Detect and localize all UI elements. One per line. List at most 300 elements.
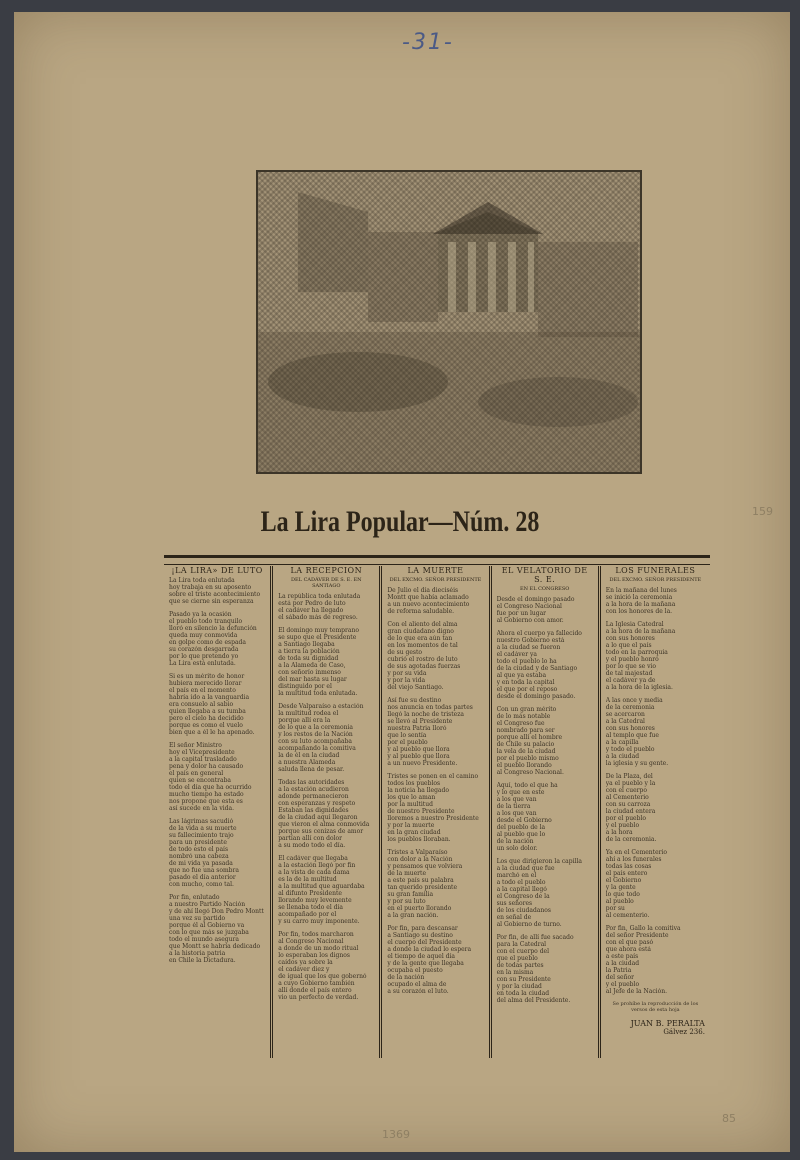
poem-line: y su carro muy imponente. <box>278 918 360 925</box>
poem-stanza <box>169 673 265 736</box>
poem-line: desde el domingo pasado. <box>496 693 576 700</box>
poem-line: así sucede en la vida. <box>169 805 234 812</box>
poem-stanza <box>278 779 374 849</box>
poem-line: nombró una cabeza <box>169 853 229 860</box>
poem-line: todo el pueblo lo ha <box>496 658 557 665</box>
poem-line: y lo que en este <box>496 789 545 796</box>
poem-line: un solo dolor. <box>496 845 538 852</box>
poem-stanza <box>278 855 374 925</box>
poem-line: el que por el reposo <box>496 686 558 693</box>
poem-line: a cuyo Gobierno también <box>278 980 355 987</box>
poem-line: se llevó al Presidente <box>387 718 453 725</box>
poem-line: porque es como el vuelo <box>169 722 243 729</box>
poem-line: a la ciudad <box>605 960 640 967</box>
poem-line: nombrado para ser <box>496 727 555 734</box>
poem-line: que el pueblo <box>496 955 538 962</box>
poem-line: a la ciudad se fueron <box>496 644 561 651</box>
poem-line: con su carroza <box>605 801 651 808</box>
poem-column <box>601 566 710 1058</box>
poem-line: Por fin, Gallo la comitiva <box>605 925 681 932</box>
poem-line: el sábado más de regreso. <box>278 614 358 621</box>
poem-line: ocupaba el puesto <box>387 967 443 974</box>
poem-line: a nuestro Partido Nación <box>169 901 246 908</box>
poem-line: con sus honores <box>605 635 655 642</box>
poem-line: De Julio el día dieciséis <box>387 587 459 594</box>
poem-line: de los ciudadanos <box>496 907 551 914</box>
poem-line: y el pueblo <box>605 822 640 829</box>
poem-line: En la mañana del lunes <box>605 587 677 594</box>
poem-line: de la vida a su muerte <box>169 825 237 832</box>
poem-line: nuestro Gobierno está <box>496 637 565 644</box>
poem-line: La Iglesia Catedral <box>605 621 664 628</box>
poem-line: y el pueblo <box>605 981 640 988</box>
poem-line: a la capilla <box>605 739 639 746</box>
poem-line: su fallecimiento trajo <box>169 832 234 839</box>
poem-line: todo el mundo asegura <box>169 936 239 943</box>
poem-title: LOS FUNERALES <box>615 566 696 575</box>
poem-line: partían allí con dolor <box>278 835 342 842</box>
poem-line: del alma del Presidente. <box>496 997 571 1004</box>
poem-line: es la de la multitud <box>278 876 337 883</box>
poem-line: a la hora de la iglesia. <box>605 684 673 691</box>
poem-line: a la multitud que aguardaba <box>278 883 365 890</box>
poem-column <box>492 566 601 1058</box>
poem-line: lloró en silencio la defunción <box>169 625 257 632</box>
poem-line: el país entero <box>605 870 648 877</box>
poem-line: ya el pueblo y la <box>605 780 656 787</box>
poem-line: a donde de un modo ritual <box>278 945 359 952</box>
poem-line: el cadáver ya de <box>605 677 656 684</box>
poem-line: la multitud toda enlutada. <box>278 690 358 697</box>
poem-line: sus señores <box>496 900 533 907</box>
poem-stanza <box>387 697 483 767</box>
poem-line: de mi vida ya pasada <box>169 860 233 867</box>
poem-line: para un presidente <box>169 839 227 846</box>
poem-line: para la Catedral <box>496 941 547 948</box>
poem-line: Montt que había aclamado <box>387 594 469 601</box>
poem-line: El señor Ministro <box>169 742 222 749</box>
poem-stanza <box>606 849 705 919</box>
poem-line: y de la gente que llegaba <box>387 960 464 967</box>
poem-line: Por fin, para descansar <box>387 925 458 932</box>
poem-stanza <box>606 587 705 615</box>
poem-line: en golpe como de espada <box>169 639 246 646</box>
poem-line: de su gesto <box>387 649 423 656</box>
poem-line: al Gobierno con amor. <box>496 617 564 624</box>
poem-line: pena y dolor ha causado <box>169 763 244 770</box>
poem-subtitle: DEL EXCMO. SEÑOR PRESIDENTE <box>389 577 482 583</box>
poem-subtitle: DEL CADÁVER DE S. E. EN SANTIAGO <box>291 577 362 589</box>
poem-line: Tristes a Valparaíso <box>387 849 448 856</box>
author-address: Gálvez 236. <box>663 1028 705 1036</box>
poem-line: en el puerto llorando <box>387 905 452 912</box>
poem-line: a este país <box>605 953 639 960</box>
poem-line: por el pueblo mismo <box>496 755 559 762</box>
poem-line: al Congreso Nacional <box>278 938 344 945</box>
poem-line: todo en la parroquia <box>605 649 668 656</box>
poem-line: el cadáver ya <box>496 651 537 658</box>
poem-stanza <box>606 621 705 691</box>
poem-line: habría ido a la vanguardia <box>169 694 250 701</box>
poem-subtitle: DEL EXCMO. SEÑOR PRESIDENTE <box>609 577 702 583</box>
poem-line: se acercaron <box>605 711 645 718</box>
poem-line: con esperanzas y respeto <box>278 800 356 807</box>
poem-line: hoy el Vicepresidente <box>169 749 235 756</box>
poem-line: que no fue una sombra <box>169 867 239 874</box>
poem-line: a la ciudad que fue <box>496 865 555 872</box>
author-signature: JUAN B. PERALTA <box>630 1019 705 1028</box>
poem-stanza <box>278 593 374 621</box>
poem-line: de Chile su palacio <box>496 741 555 748</box>
poem-line: ocupado el alma de <box>387 981 447 988</box>
poem-line: la noticia ha llegado <box>387 787 449 794</box>
poem-line: quien se encontraba <box>169 777 232 784</box>
poem-title: LA RECEPCIÓN <box>290 566 363 575</box>
poem-line: al Congreso Nacional. <box>496 769 564 776</box>
poem-line: el tiempo de aquel día <box>387 953 455 960</box>
poem-line: porque él al Gobierno va <box>169 922 245 929</box>
poem-line: Con un gran mérito <box>496 706 557 713</box>
poem-line: La Lira está enlutada. <box>169 660 236 667</box>
poem-line: a su corazón el luto. <box>387 988 449 995</box>
poem-line: tan querido presidente <box>387 884 458 891</box>
poem-line: al que ya estaba <box>496 672 547 679</box>
poem-line: quien llegaba a su tumba <box>169 708 246 715</box>
poem-line: a nuestra Alameda <box>278 759 336 766</box>
poem-line: con su Presidente <box>496 976 551 983</box>
poem-line: y por la muerte <box>387 822 435 829</box>
poem-line: de lo que a la ceremonia <box>278 724 353 731</box>
poem-line: Por fin, de allí fue sacado <box>496 934 574 941</box>
poem-line: de tal majestad <box>605 670 653 677</box>
poem-line: el Congreso fue <box>496 720 545 727</box>
poem-line: al difunto Presidente <box>278 890 342 897</box>
poem-line: a los que van <box>496 810 537 817</box>
imprint-note: Se prohíbe la reproducción de los versos de esta hoja <box>612 1001 699 1013</box>
poem-line: con lo que más se juzgaba <box>169 929 249 936</box>
poem-line: todas las cosas <box>605 863 652 870</box>
poem-line: a la capital trasladado <box>169 756 237 763</box>
poem-line: a la Alameda de Caso, <box>278 662 346 669</box>
poem-line: todo el día que ha ocurrido <box>169 784 252 791</box>
poem-line: se supo que el Presidente <box>278 634 357 641</box>
poem-line: el Congreso Nacional <box>496 603 562 610</box>
poem-stanza <box>497 782 593 852</box>
poem-line: y por la ciudad <box>496 983 542 990</box>
poem-line: Tristes se ponen en el camino <box>387 773 479 780</box>
poem-line: Con el aliento del alma <box>387 621 458 628</box>
poem-line: de la ciudad aquí llegaron <box>278 814 358 821</box>
poem-line: Estaban las dignidades <box>278 807 349 814</box>
poem-line: a Santiago su destino <box>387 932 453 939</box>
poem-line: que vieron el alma conmovida <box>278 821 370 828</box>
poem-line: de la ceremonia. <box>605 836 657 843</box>
poem-line: a la capital llegó <box>496 886 547 893</box>
poem-line: que lo sentía <box>387 732 427 739</box>
poem-line: en Chile la Dictadura. <box>169 957 236 964</box>
poem-title: EL VELATORIO DE S. E. <box>501 566 588 584</box>
columns-top-rule <box>164 555 710 565</box>
poem-line: a este país su palabra <box>387 877 454 884</box>
poem-line: Las lágrimas sacudió <box>169 818 234 825</box>
poem-line: nos propone que esta es <box>169 798 243 805</box>
poem-line: en la misma <box>496 969 534 976</box>
poem-line: caídos ya sobre la <box>278 959 333 966</box>
poem-line: fue por un lugar <box>496 610 547 617</box>
poem-line: acompañando la comitiva <box>278 745 356 752</box>
poem-line: por el pueblo <box>387 739 428 746</box>
poem-line: Así fue su destino <box>387 697 442 704</box>
poem-line: la multitud rodea el <box>278 710 339 717</box>
poem-stanza <box>606 697 705 767</box>
poem-stanza <box>387 925 483 995</box>
poem-line: de la ciudad y de Santiago <box>496 665 578 672</box>
poem-line: El cadáver que llegaba <box>278 855 348 862</box>
poem-line: a donde la ciudad lo espera <box>387 946 472 953</box>
poem-line: El domingo muy temprano <box>278 627 359 634</box>
engraving-image <box>256 170 642 474</box>
poem-line: la iglesia y su gente. <box>605 760 669 767</box>
poem-line: con su luto acompañaba <box>278 738 353 745</box>
poem-line: A las once y media <box>605 697 663 704</box>
poem-line: a tierra la población <box>278 648 340 655</box>
folio-number: -31- <box>402 30 454 55</box>
poem-line: distinguido por el <box>278 683 332 690</box>
poem-line: su gran familia <box>387 891 434 898</box>
poem-line: queda muy conmovida <box>169 632 238 639</box>
poem-line: con los honores de la. <box>605 608 673 615</box>
poem-line: pero el cielo ha decidido <box>169 715 244 722</box>
poem-line: Ahora el cuerpo ya fallecido <box>496 630 582 637</box>
poem-line: de la nación <box>387 974 425 981</box>
poem-line: vio un perfecto de verdad. <box>278 994 359 1001</box>
poem-columns <box>164 566 710 1058</box>
poem-line: La Lira toda enlutada <box>169 577 235 584</box>
poem-line: con dolor a la Nación <box>387 856 453 863</box>
poem-line: el cadáver ha llegado <box>278 607 344 614</box>
poem-line: al templo que fue <box>605 732 659 739</box>
poem-line: La república toda enlutada <box>278 593 361 600</box>
congress-building-illustration <box>258 172 640 472</box>
poem-line: se llenaba todo el día <box>278 904 343 911</box>
poem-line: Desde Valparaíso a estación <box>278 703 364 710</box>
poem-line: y todo el pueblo <box>605 746 655 753</box>
poem-line: al Cementerio <box>605 794 649 801</box>
poem-line: el país en general <box>169 770 224 777</box>
poem-stanza <box>497 596 593 624</box>
poem-line: de lo más notable <box>496 713 551 720</box>
poem-line: de toda su dignidad <box>278 655 339 662</box>
poem-line: a la estación llegó por fin <box>278 862 356 869</box>
poem-line: a la historia patria <box>169 950 226 957</box>
poem-stanza <box>169 742 265 812</box>
poem-line: gran ciudadano digno <box>387 628 454 635</box>
poem-line: del señor Presidente <box>605 932 669 939</box>
poem-line: lo que todo <box>605 891 640 898</box>
poem-stanza <box>169 818 265 888</box>
poem-line: y al pueblo que llora <box>387 746 450 753</box>
poem-line: porque sus cenizas de amor <box>278 828 364 835</box>
poem-line: con mucho, como tal. <box>169 881 234 888</box>
poem-line: al pueblo que lo <box>496 831 546 838</box>
poem-stanza <box>278 931 374 1001</box>
poem-line: saluda llena de pesar. <box>278 766 345 773</box>
poem-subtitle: EN EL CONGRESO <box>519 586 570 592</box>
poem-stanza <box>497 706 593 776</box>
poem-line: por la multitud <box>387 801 433 808</box>
poem-line: de sus agotadas fuerzas <box>387 663 461 670</box>
poem-line: acompañado por el <box>278 911 337 918</box>
poem-line: hubiera merecido llorar <box>169 680 242 687</box>
poem-line: de igual que los que gobernó <box>278 973 367 980</box>
poem-line: que se cierne sin esperanza <box>169 598 254 605</box>
poem-line: en señal de <box>496 914 532 921</box>
poem-line: Los que dirigieron la capilla <box>496 858 582 865</box>
poem-line: a la hora de la mañana <box>605 601 676 608</box>
poem-line: a la hora <box>605 829 633 836</box>
poem-line: nos anuncia en todas partes <box>387 704 473 711</box>
poem-line: de la tierra <box>496 803 531 810</box>
poem-line: todos los pueblos <box>387 780 441 787</box>
poem-line: a lo que el país <box>605 642 652 649</box>
poem-line: se inició la ceremonia <box>605 594 673 601</box>
poem-line: Por fin, enlutado <box>169 894 220 901</box>
poem-stanza <box>606 773 705 843</box>
poem-line: una vez su partido <box>169 915 226 922</box>
poem-line: a la estación acudieron <box>278 786 349 793</box>
poem-line: la Patria <box>605 967 632 974</box>
poem-line: con el cuerpo del <box>496 948 549 955</box>
poem-line: por el pueblo <box>605 815 646 822</box>
poem-line: Por fin, todos marcharon <box>278 931 354 938</box>
poem-line: del pueblo de la <box>496 824 546 831</box>
poem-line: por su <box>605 905 625 912</box>
poem-line: con el que pasó <box>605 939 654 946</box>
handwritten-note-corner: 85 <box>722 1112 736 1125</box>
poem-line: a su modo todo el día. <box>278 842 346 849</box>
poem-column <box>382 566 491 1058</box>
poem-column <box>273 566 382 1058</box>
poem-line: mucho tiempo ha estado <box>169 791 244 798</box>
poem-line: a la ciudad <box>605 753 640 760</box>
poem-line: que Montt se habría dedicado <box>169 943 261 950</box>
poem-line: pasado el día anterior <box>169 874 236 881</box>
poem-line: Pasado ya la ocasión <box>169 611 232 618</box>
poem-stanza <box>169 611 265 667</box>
poem-line: De la Plaza, del <box>605 773 653 780</box>
poem-line: con el cuerpo <box>605 787 647 794</box>
poem-line: de nuestro Presidente <box>387 808 455 815</box>
poem-line: y el pueblo honró <box>605 656 659 663</box>
poem-line: su corazón desgarrada <box>169 646 239 653</box>
poem-line: a la vista de cada dama <box>278 869 350 876</box>
poem-line: llorando muy levemente <box>278 897 352 904</box>
poem-line: a un nuevo Presidente. <box>387 760 458 767</box>
poem-line: de la nación <box>496 838 534 845</box>
poem-line: y por su vida <box>387 670 427 677</box>
poem-line: la vela de la ciudad <box>496 748 556 755</box>
poem-line: el cuerpo del Presidente <box>387 939 462 946</box>
poem-line: de lo que era aún tan <box>387 635 453 642</box>
poem-title: LA MUERTE <box>407 566 464 575</box>
poem-line: Aquí, todo el que ha <box>496 782 558 789</box>
poem-line: marchó en el <box>496 872 537 879</box>
poem-line: ahí a los funerales <box>605 856 662 863</box>
poem-line: el Gobierno <box>605 877 642 884</box>
poem-line: a Santiago llegaba <box>278 641 335 648</box>
poem-line: el pueblo todo tranquilo <box>169 618 243 625</box>
poem-line: era consuelo al sabio <box>169 701 234 708</box>
poem-line: Todas las autoridades <box>278 779 345 786</box>
poem-line: a la hora de la mañana <box>605 628 676 635</box>
poem-line: que ahora está <box>605 946 651 953</box>
poem-stanza <box>497 630 593 700</box>
poem-line: de la muerte <box>387 870 427 877</box>
poem-line: del viejo Santiago. <box>387 684 444 691</box>
poem-line: lloremos a nuestro Presidente <box>387 815 479 822</box>
poem-line: al pueblo <box>605 898 634 905</box>
poem-line: a todo el pueblo <box>496 879 546 886</box>
poem-line: porque allí era la <box>278 717 331 724</box>
poem-line: con señorío inmenso <box>278 669 341 676</box>
poem-line: a la Catedral <box>605 718 645 725</box>
poem-line: por lo que se vio <box>605 663 657 670</box>
poem-line: al Gobierno de turno. <box>496 921 562 928</box>
poem-line: lo esperaban los dignos <box>278 952 350 959</box>
poem-line: bien que a él le ha apenado. <box>169 729 255 736</box>
poem-stanza <box>497 858 593 928</box>
poem-line: y de ahí llegó Don Pedro Montt <box>169 908 264 915</box>
poem-line: los que lo aman <box>387 794 436 801</box>
poem-line: y la gente <box>605 884 636 891</box>
poem-title: ¡LA LIRA» DE LUTO <box>171 566 263 575</box>
poem-line: de todo esto el país <box>169 846 229 853</box>
poem-stanza <box>169 894 265 964</box>
poem-line: y en toda la capital <box>496 679 555 686</box>
poem-line: llegó la noche de tristeza <box>387 711 464 718</box>
poem-line: al cementerio. <box>605 912 650 919</box>
poem-line: al Jefe de la Nación. <box>605 988 667 995</box>
poem-line: el cadáver diez y <box>278 966 330 973</box>
poem-line: de reforma saludable. <box>387 608 455 615</box>
poem-line: Ya en el Cementerio <box>605 849 668 856</box>
poem-line: en toda la ciudad <box>496 990 550 997</box>
poem-line: el Congreso de la <box>496 893 550 900</box>
page-title: La Lira Popular—Núm. 28 <box>260 505 540 538</box>
poem-line: a un nuevo acontecimiento <box>387 601 470 608</box>
handwritten-note-bottom: 1369 <box>382 1128 410 1141</box>
poem-stanza <box>278 627 374 697</box>
poem-line: porque allí el hombre <box>496 734 563 741</box>
poem-line: Si es un mérito de honor <box>169 673 245 680</box>
poem-line: la ciudad entera <box>605 808 656 815</box>
poem-line: de todas partes <box>496 962 544 969</box>
poem-line: y por la vida <box>387 677 426 684</box>
poem-line: de la ceremonia <box>605 704 655 711</box>
poem-line: del señor <box>605 974 634 981</box>
poem-stanza <box>387 773 483 843</box>
poem-line: sobre el triste acontecimiento <box>169 591 261 598</box>
poem-stanza <box>278 703 374 773</box>
poem-stanza <box>387 587 483 615</box>
poem-column <box>164 566 273 1058</box>
poem-line: está por Pedro de luto <box>278 600 346 607</box>
poem-line: Desde el domingo pasado <box>496 596 575 603</box>
poem-line: y al pueblo que llora <box>387 753 450 760</box>
poem-line: nuestra Patria lloró <box>387 725 447 732</box>
poem-line: hoy trabaja en su aposento <box>169 584 252 591</box>
poem-stanza <box>497 934 593 1004</box>
